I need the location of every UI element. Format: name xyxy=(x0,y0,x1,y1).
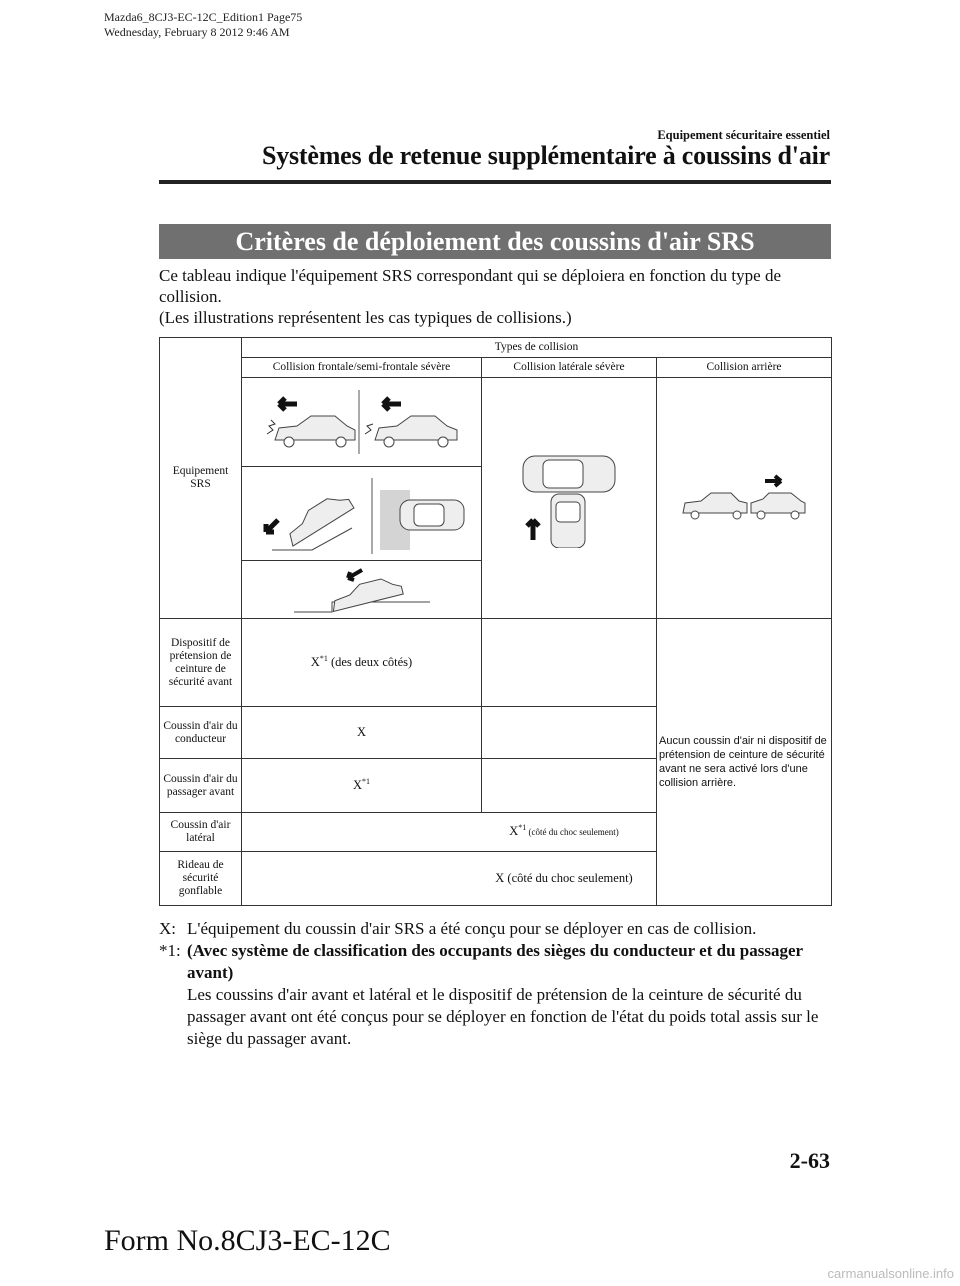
front-illustration-3 xyxy=(242,561,482,619)
impact-arrow-icon xyxy=(279,398,297,410)
car-side-icon xyxy=(751,493,805,519)
header-rule xyxy=(159,180,831,184)
row-label-passenger-airbag: Coussin d'air du passager avant xyxy=(160,759,242,813)
row-label-pretensioner: Dispositif de prétension de ceinture de sécurité avant xyxy=(160,619,242,707)
section-label: Equipement sécuritaire essentiel xyxy=(657,128,830,142)
cell-side-airbag: $X^{*1}$ (côté du choc seulement) xyxy=(242,813,657,852)
col-header-side: Collision latérale sévère xyxy=(482,358,657,378)
row-label-side-airbag: Coussin d'air latéral xyxy=(160,813,242,852)
impact-arrow-icon xyxy=(765,476,781,486)
col-header-rear: Collision arrière xyxy=(657,358,832,378)
impact-arrow-icon xyxy=(383,398,401,410)
meta-line-2: Wednesday, February 8 2012 9:46 AM xyxy=(104,25,290,39)
cell-side-pretensioner xyxy=(482,619,657,707)
intro-line-2: (Les illustrations représentent les cas typiques de collisions.) xyxy=(159,308,572,327)
deployment-table xyxy=(159,337,832,906)
cell-front-pretensioner: $X^{*1}$ (des deux côtés) xyxy=(242,619,482,707)
car-side-icon xyxy=(281,489,354,546)
cell-side-passenger-airbag xyxy=(482,759,657,813)
car-top-icon xyxy=(523,456,615,492)
row-label-curtain-airbag: Rideau de sécurité gonflable xyxy=(160,852,242,906)
footnotes xyxy=(159,918,839,1050)
semi-frontal-illustration xyxy=(252,470,472,558)
car-side-icon xyxy=(328,574,403,611)
footnote-x: X: L'équipement du coussin d'air SRS a été conçu pour se déployer en cas de collision. xyxy=(159,919,757,938)
underride-illustration xyxy=(292,564,432,616)
car-side-icon xyxy=(683,493,747,519)
cell-front-driver-airbag: X xyxy=(242,707,482,759)
car-top-icon xyxy=(400,500,464,530)
front-illustration-1 xyxy=(242,378,482,467)
cell-front-passenger-airbag: $X^{*1}$ xyxy=(242,759,482,813)
row-label-driver-airbag: Coussin d'air du conducteur xyxy=(160,707,242,759)
side-collision-illustration xyxy=(509,448,629,548)
page-number: 2-63 xyxy=(789,1148,830,1173)
intro-text xyxy=(159,265,834,328)
car-top-icon xyxy=(551,494,585,548)
watermark: carmanualsonline.info xyxy=(827,1266,954,1281)
rear-collision-illustration xyxy=(679,473,809,523)
footnote-1-condition: (Avec système de classification des occupants des sièges du conducteur et du passager avant) xyxy=(187,941,803,982)
page-title-banner: Critères de déploiement des coussins d'air SRS xyxy=(159,224,831,259)
rear-note: Aucun coussin d'air ni dispositif de prétension de ceinture de sécurité avant ne sera activé lors d'une collision arrière. xyxy=(657,619,832,906)
types-header: Types de collision xyxy=(242,338,832,358)
impact-arrow-icon xyxy=(266,520,278,532)
cell-side-driver-airbag xyxy=(482,707,657,759)
col-header-front: Collision frontale/semi-frontale sévère xyxy=(242,358,482,378)
print-metadata xyxy=(104,10,302,40)
footnote-1: *1: (Avec système de classification des occupants des sièges du conducteur et du passager avant) Les coussins d'air avant et latéral et le dispositif de prétension de la ceinture de sécurité du passager avant ont été conçus pour se déployer en fonction de l'état du poids total assis sur le siège du passager avant. xyxy=(159,941,819,1048)
rear-illustration xyxy=(657,378,832,619)
footnote-1-text: Les coussins d'air avant et latéral et le dispositif de prétension de la ceinture de sécurité du passager avant ont été conçus pour se déployer en fonction de l'état du poids total assis sur le siège du passager avant. xyxy=(187,985,819,1048)
meta-line-1: Mazda6_8CJ3-EC-12C_Edition1 Page75 xyxy=(104,10,303,24)
car-side-icon xyxy=(267,416,355,447)
impact-arrow-icon xyxy=(527,520,539,540)
cell-curtain-airbag: X (côté du choc seulement) xyxy=(242,852,657,906)
intro-line-1: Ce tableau indique l'équipement SRS correspondant qui se déploiera en fonction du type de collision. xyxy=(159,266,781,306)
form-number: Form No.8CJ3-EC-12C xyxy=(104,1224,391,1257)
section-title: Systèmes de retenue supplémentaire à coussins d'air xyxy=(261,141,830,170)
car-side-icon xyxy=(365,416,457,447)
impact-arrow-icon xyxy=(348,570,362,580)
side-illustration xyxy=(482,378,657,619)
front-collision-illustration xyxy=(257,382,467,462)
equipment-header: Equipement SRS xyxy=(160,338,242,619)
front-illustration-2 xyxy=(242,467,482,561)
